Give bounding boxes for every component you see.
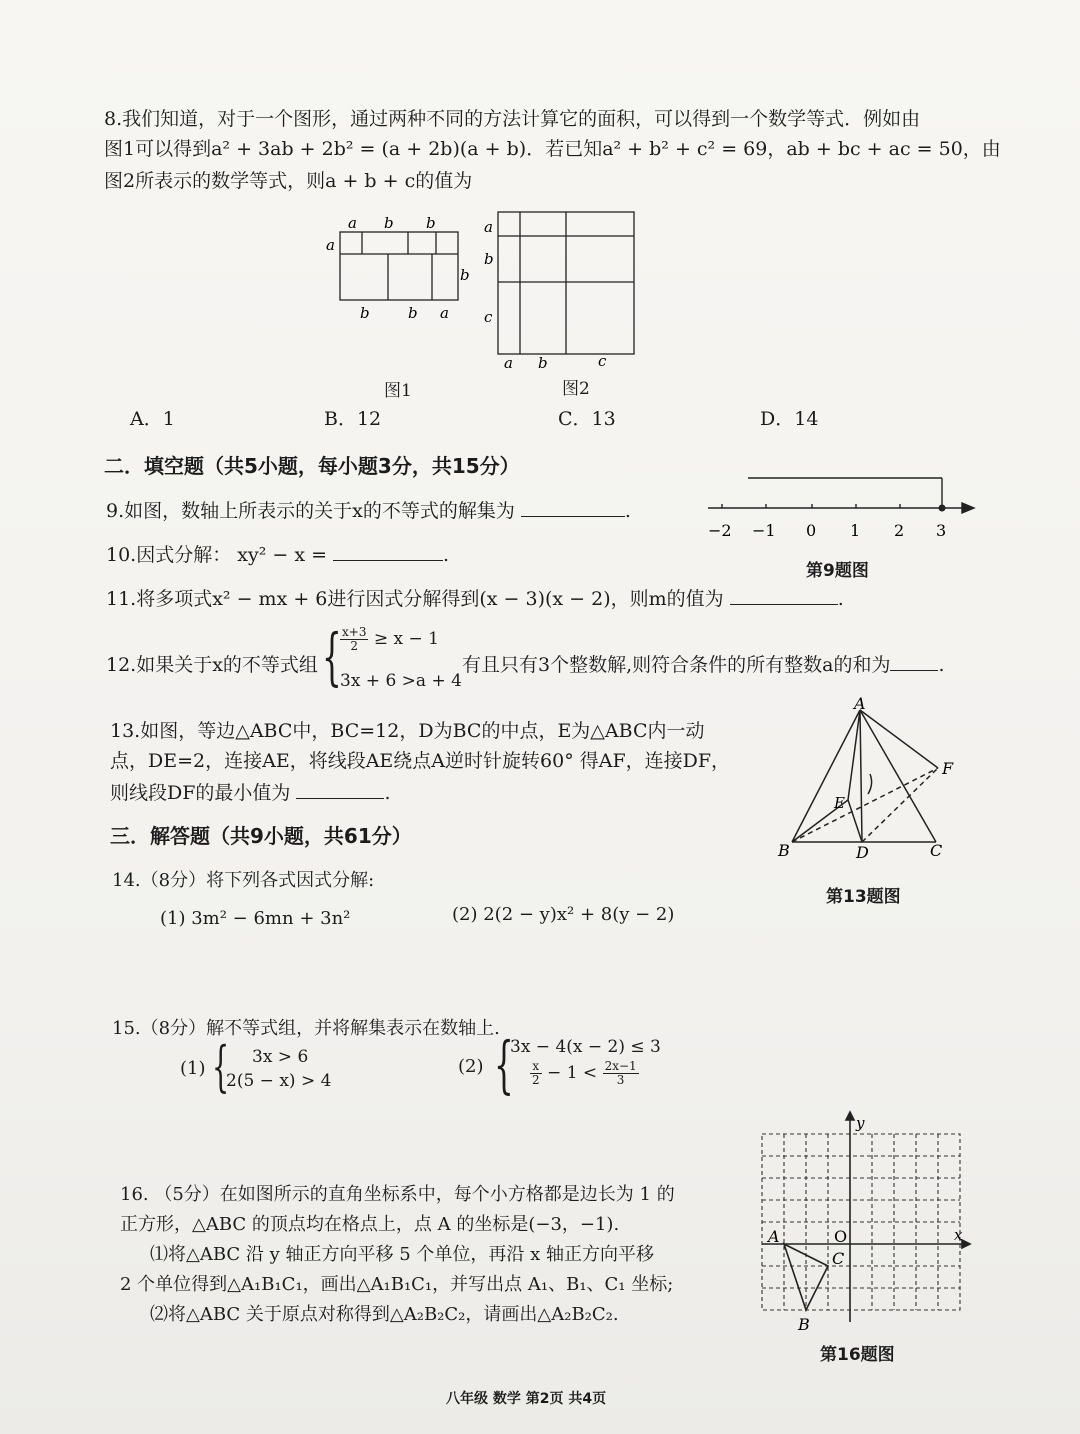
q8-figure1 <box>320 210 480 330</box>
q16-line2: 正方形，△ABC 的顶点均在格点上，点 A 的坐标是(−3，−1). <box>120 1214 620 1235</box>
q16-line5: ⑵将△ABC 关于原点对称得到△A₂B₂C₂，请画出△A₂B₂C₂. <box>150 1304 619 1325</box>
q13-label-a: A <box>854 696 866 713</box>
q9-tick-0: 0 <box>806 521 817 540</box>
q16-label-a: A <box>768 1227 780 1246</box>
q10-text <box>106 540 449 567</box>
q12-prefix: 12.如果关于x的不等式组 <box>106 654 318 676</box>
q15-part2-line1: 3x − 4(x − 2) ≤ 3 <box>510 1037 661 1057</box>
q13-line3-body: 则线段DF的最小值为 <box>110 782 291 804</box>
q15-part2-label: (2) <box>458 1056 484 1077</box>
q9-text <box>106 496 631 523</box>
q16-label-o: O <box>834 1227 848 1246</box>
q13-label-c: C <box>930 841 943 860</box>
q16-axis-x: x <box>954 1226 963 1244</box>
q13-line1: 13.如图，等边△ABC中，BC=12，D为BC的中点，E为△ABC内一动 <box>110 720 705 742</box>
q8-line1: 8.我们知道，对于一个图形，通过两种不同的方法计算它的面积，可以得到一个数学等式．例如由 <box>104 108 921 130</box>
q8-option-d: D．14 <box>760 408 819 430</box>
q10-text-body: 10.因式分解： xy² − x = <box>106 544 327 566</box>
q9-number-line <box>700 470 980 550</box>
q12-brace: { <box>322 620 342 693</box>
q16-line3: ⑴将△ABC 沿 y 轴正方向平移 5 个单位，再沿 x 轴正方向平移 <box>150 1244 654 1265</box>
fig2-left-c: c <box>484 308 493 326</box>
fig1-caption: 图1 <box>384 381 412 401</box>
q11-text-body: 11.将多项式x² − mx + 6进行因式分解得到(x − 3)(x − 2)，则m的值为 <box>106 588 724 610</box>
q13-answer-blank[interactable] <box>296 798 384 799</box>
q16-label-c: C <box>832 1249 845 1268</box>
q14-part1: (1) 3m² − 6mn + 3n² <box>160 908 351 929</box>
q8-option-a: A．1 <box>130 408 175 430</box>
q12-ineq1 <box>340 626 439 653</box>
q15-part1-label: (1) <box>180 1058 206 1079</box>
q13-line2: 点，DE=2，连接AE，将线段AE绕点A逆时针旋转60° 得AF，连接DF， <box>110 750 731 772</box>
q14-text: 14.（8分）将下列各式因式分解: <box>112 870 375 891</box>
q9-tick-neg1: −1 <box>752 521 776 540</box>
q9-tick-3: 3 <box>936 521 947 540</box>
fig1-bottom-b1: b <box>360 304 370 322</box>
q14-part2: (2) 2(2 − y)x² + 8(y − 2) <box>452 904 675 925</box>
fig1-bottom-a: a <box>440 304 449 322</box>
q15-p2-num2: 2x−1 <box>604 1059 637 1073</box>
q8-option-c: C．13 <box>558 408 616 430</box>
q12-ineq1-rest: ≥ x − 1 <box>373 629 439 649</box>
q13-label-b: B <box>778 841 790 860</box>
q15-part2-line2 <box>530 1060 639 1087</box>
q9-tick-2: 2 <box>894 521 905 540</box>
q8-option-b: B．12 <box>324 408 382 430</box>
q10-end: . <box>443 544 450 566</box>
q13-label-e: E <box>834 794 845 812</box>
q9-text-body: 9.如图，数轴上所表示的关于x的不等式的解集为 <box>106 500 515 522</box>
q16-line4: 2 个单位得到△A₁B₁C₁，画出△A₁B₁C₁，并写出点 A₁、B₁、C₁ 坐标; <box>120 1274 674 1295</box>
q13-caption: 第13题图 <box>826 887 901 907</box>
fig2-left-b: b <box>484 250 494 268</box>
q13-line3 <box>110 778 391 805</box>
q9-tick-neg2: −2 <box>708 521 732 540</box>
q15-part1-line2: 2(5 − x) > 4 <box>226 1071 332 1091</box>
q13-label-f: F <box>942 759 954 778</box>
q15-p2-den1: 2 <box>532 1073 540 1087</box>
q12-ineq2: 3x + 6 >a + 4 <box>340 671 462 691</box>
q13-figure <box>770 696 970 866</box>
fig1-left-a: a <box>326 236 335 254</box>
q11-answer-blank[interactable] <box>730 604 838 605</box>
q12-ineq1-num: x+3 <box>342 625 367 639</box>
q9-end: . <box>624 500 631 522</box>
q9-caption: 第9题图 <box>806 561 869 581</box>
q9-tick-1: 1 <box>850 521 861 540</box>
fig1-top-a: a <box>348 214 357 232</box>
q8-line3: 图2所表示的数学等式，则a + b + c的值为 <box>104 170 473 192</box>
q12-ineq1-den: 2 <box>350 639 359 653</box>
q8-line2: 图1可以得到a² + 3ab + 2b² = (a + 2b)(a + b)．若已知a² + b² + c² = 69，ab + bc + ac = 50，由 <box>104 138 1001 160</box>
q15-part1-brace: { <box>212 1035 230 1098</box>
q9-answer-blank[interactable] <box>521 516 625 517</box>
q15-text: 15.（8分）解不等式组，并将解集表示在数轴上. <box>112 1018 500 1039</box>
q16-caption: 第16题图 <box>820 1345 895 1365</box>
fig1-top-b2: b <box>426 214 436 232</box>
page-footer: 八年级 数学 第2页 共4页 <box>446 1391 607 1407</box>
q16-label-b: B <box>798 1315 810 1334</box>
fig1-right-b: b <box>460 266 470 284</box>
q15-part2-brace: { <box>494 1028 514 1101</box>
fig2-left-a: a <box>484 218 493 236</box>
q15-p2-den2: 3 <box>616 1073 625 1087</box>
q12-answer-blank[interactable] <box>890 670 938 671</box>
fig2-bottom-c: c <box>598 352 607 370</box>
q15-p2-mid: − 1 < <box>547 1063 598 1083</box>
fig2-bottom-a: a <box>504 354 513 372</box>
q10-answer-blank[interactable] <box>333 560 443 561</box>
fig2-bottom-b: b <box>538 354 548 372</box>
section2-title: 二．填空题（共5小题，每小题3分，共15分） <box>104 454 520 478</box>
q15-part1-line1: 3x > 6 <box>252 1047 309 1067</box>
q11-end: . <box>837 588 844 610</box>
fig2-caption: 图2 <box>562 379 590 399</box>
q15-p2-num1: x <box>530 1060 542 1074</box>
q8-figure2 <box>478 206 642 376</box>
fig1-bottom-b2: b <box>408 304 418 322</box>
q13-label-d: D <box>856 843 869 862</box>
q12-suffix <box>462 650 945 677</box>
section3-title: 三．解答题（共9小题，共61分） <box>110 824 412 848</box>
q13-end: . <box>384 782 391 804</box>
q12-suffix-body: 有且只有3个整数解,则符合条件的所有整数a的和为 <box>462 654 891 676</box>
q16-line1: 16. （5分）在如图所示的直角坐标系中，每个小方格都是边长为 1 的 <box>120 1184 675 1205</box>
q11-text <box>106 584 844 611</box>
fig1-top-b1: b <box>384 214 394 232</box>
q16-coordinate-grid <box>750 1110 974 1336</box>
q12-end: . <box>938 654 945 676</box>
q16-axis-y: y <box>856 1114 865 1132</box>
